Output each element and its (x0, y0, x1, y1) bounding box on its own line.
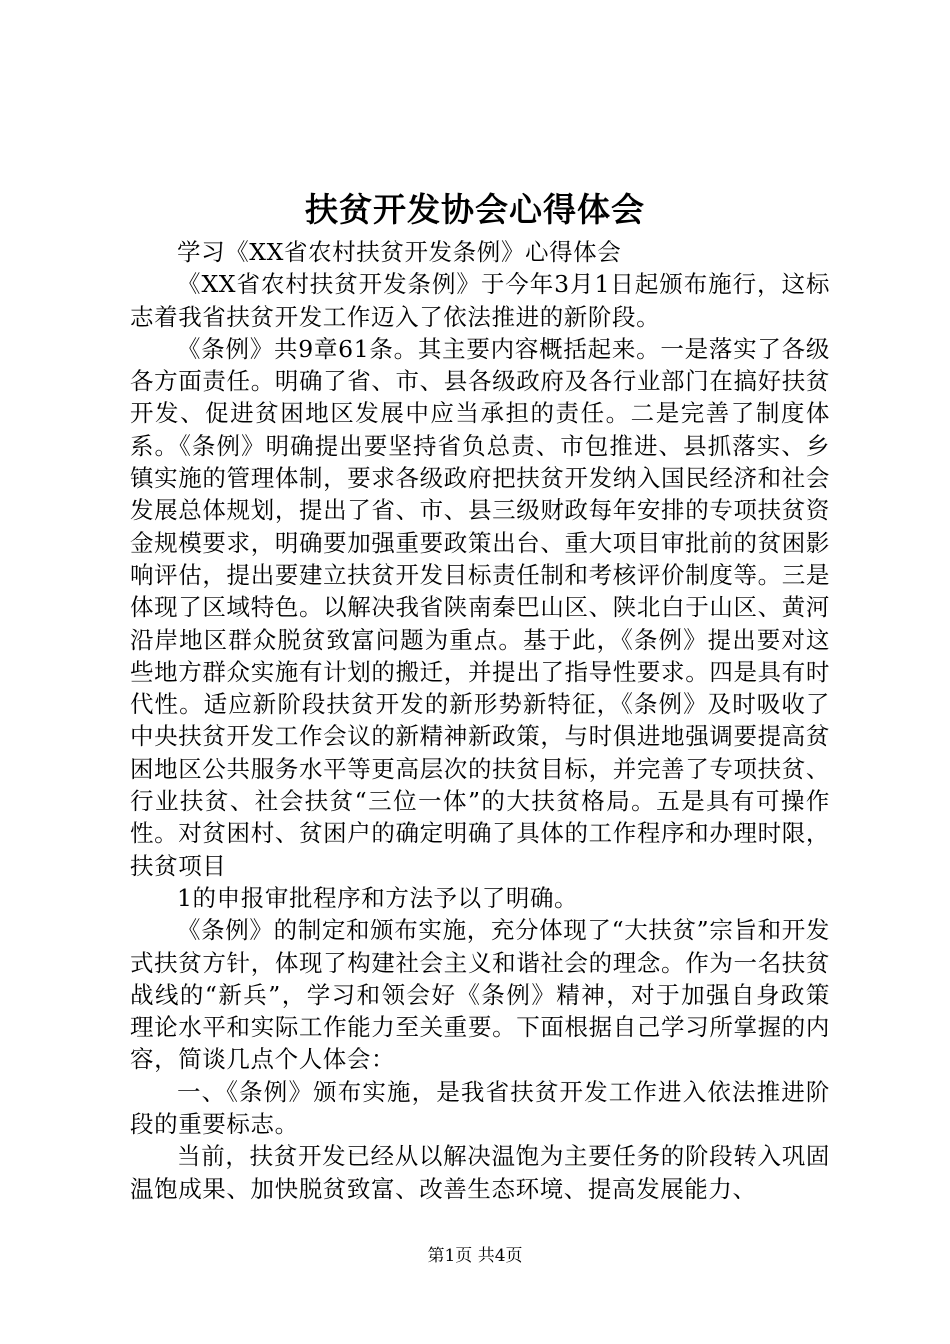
body-paragraph: 《条例》共9章61条。其主要内容概括起来。一是落实了各级各方面责任。明确了省、市、县各级政府及各行业部门在搞好扶贫开发、促进贫困地区发展中应当承担的责任。二是完善了制度体系。《条例》明确提出要坚持省负总责、市包推进、县抓落实、乡镇实施的管理体制，要求各级政府把扶贫开发纳入国民经济和社会发展总体规划，提出了省、市、县三级财政每年安排的专项扶贫资金规模要求，明确要加强重要政策出台、重大项目审批前的贫困影响评估，提出要建立扶贫开发目标责任制和考核评价制度等。三是体现了区域特色。以解决我省陕南秦巴山区、陕北白于山区、黄河沿岸地区群众脱贫致富问题为重点。基于此，《条例》提出要对这些地方群众实施有计划的搬迁，并提出了指导性要求。四是具有时代性。适应新阶段扶贫开发的新形势新特征，《条例》及时吸收了中央扶贫开发工作会议的新精神新政策，与时俱进地强调要提高贫困地区公共服务水平等更高层次的扶贫目标，并完善了专项扶贫、行业扶贫、社会扶贫“三位一体”的大扶贫格局。五是具有可操作性。对贫困村、贫困户的确定明确了具体的工作程序和办理时限，扶贫项目 (130, 334, 830, 880)
document-title: 扶贫开发协会心得体会 (305, 190, 645, 229)
page-footer: 第1页 共4页 (427, 1246, 523, 1266)
section-heading-paragraph: 一、《条例》颁布实施，是我省扶贫开发工作进入依法推进阶段的重要标志。 (130, 1077, 830, 1139)
body-paragraph: 1的申报审批程序和方法予以了明确。 (177, 883, 579, 912)
document-body (130, 236, 830, 1205)
body-paragraph: 《条例》的制定和颁布实施，充分体现了“大扶贫”宗旨和开发式扶贫方针，体现了构建社会主义和谐社会的理念。作为一名扶贫战线的“新兵”，学习和领会好《条例》精神，对于加强自身政策理论水平和实际工作能力至关重要。下面根据自己学习所掌握的内容，简谈几点个人体会： (130, 916, 830, 1074)
body-paragraph: 《XX省农村扶贫开发条例》于今年3月1日起颁布施行，这标志着我省扶贫开发工作迈入了依法推进的新阶段。 (130, 270, 830, 331)
body-paragraph: 当前，扶贫开发已经从以解决温饱为主要任务的阶段转入巩固温饱成果、加快脱贫致富、改善生态环境、提高发展能力、 (130, 1142, 830, 1203)
subtitle-paragraph: 学习《XX省农村扶贫开发条例》心得体会 (177, 238, 622, 266)
